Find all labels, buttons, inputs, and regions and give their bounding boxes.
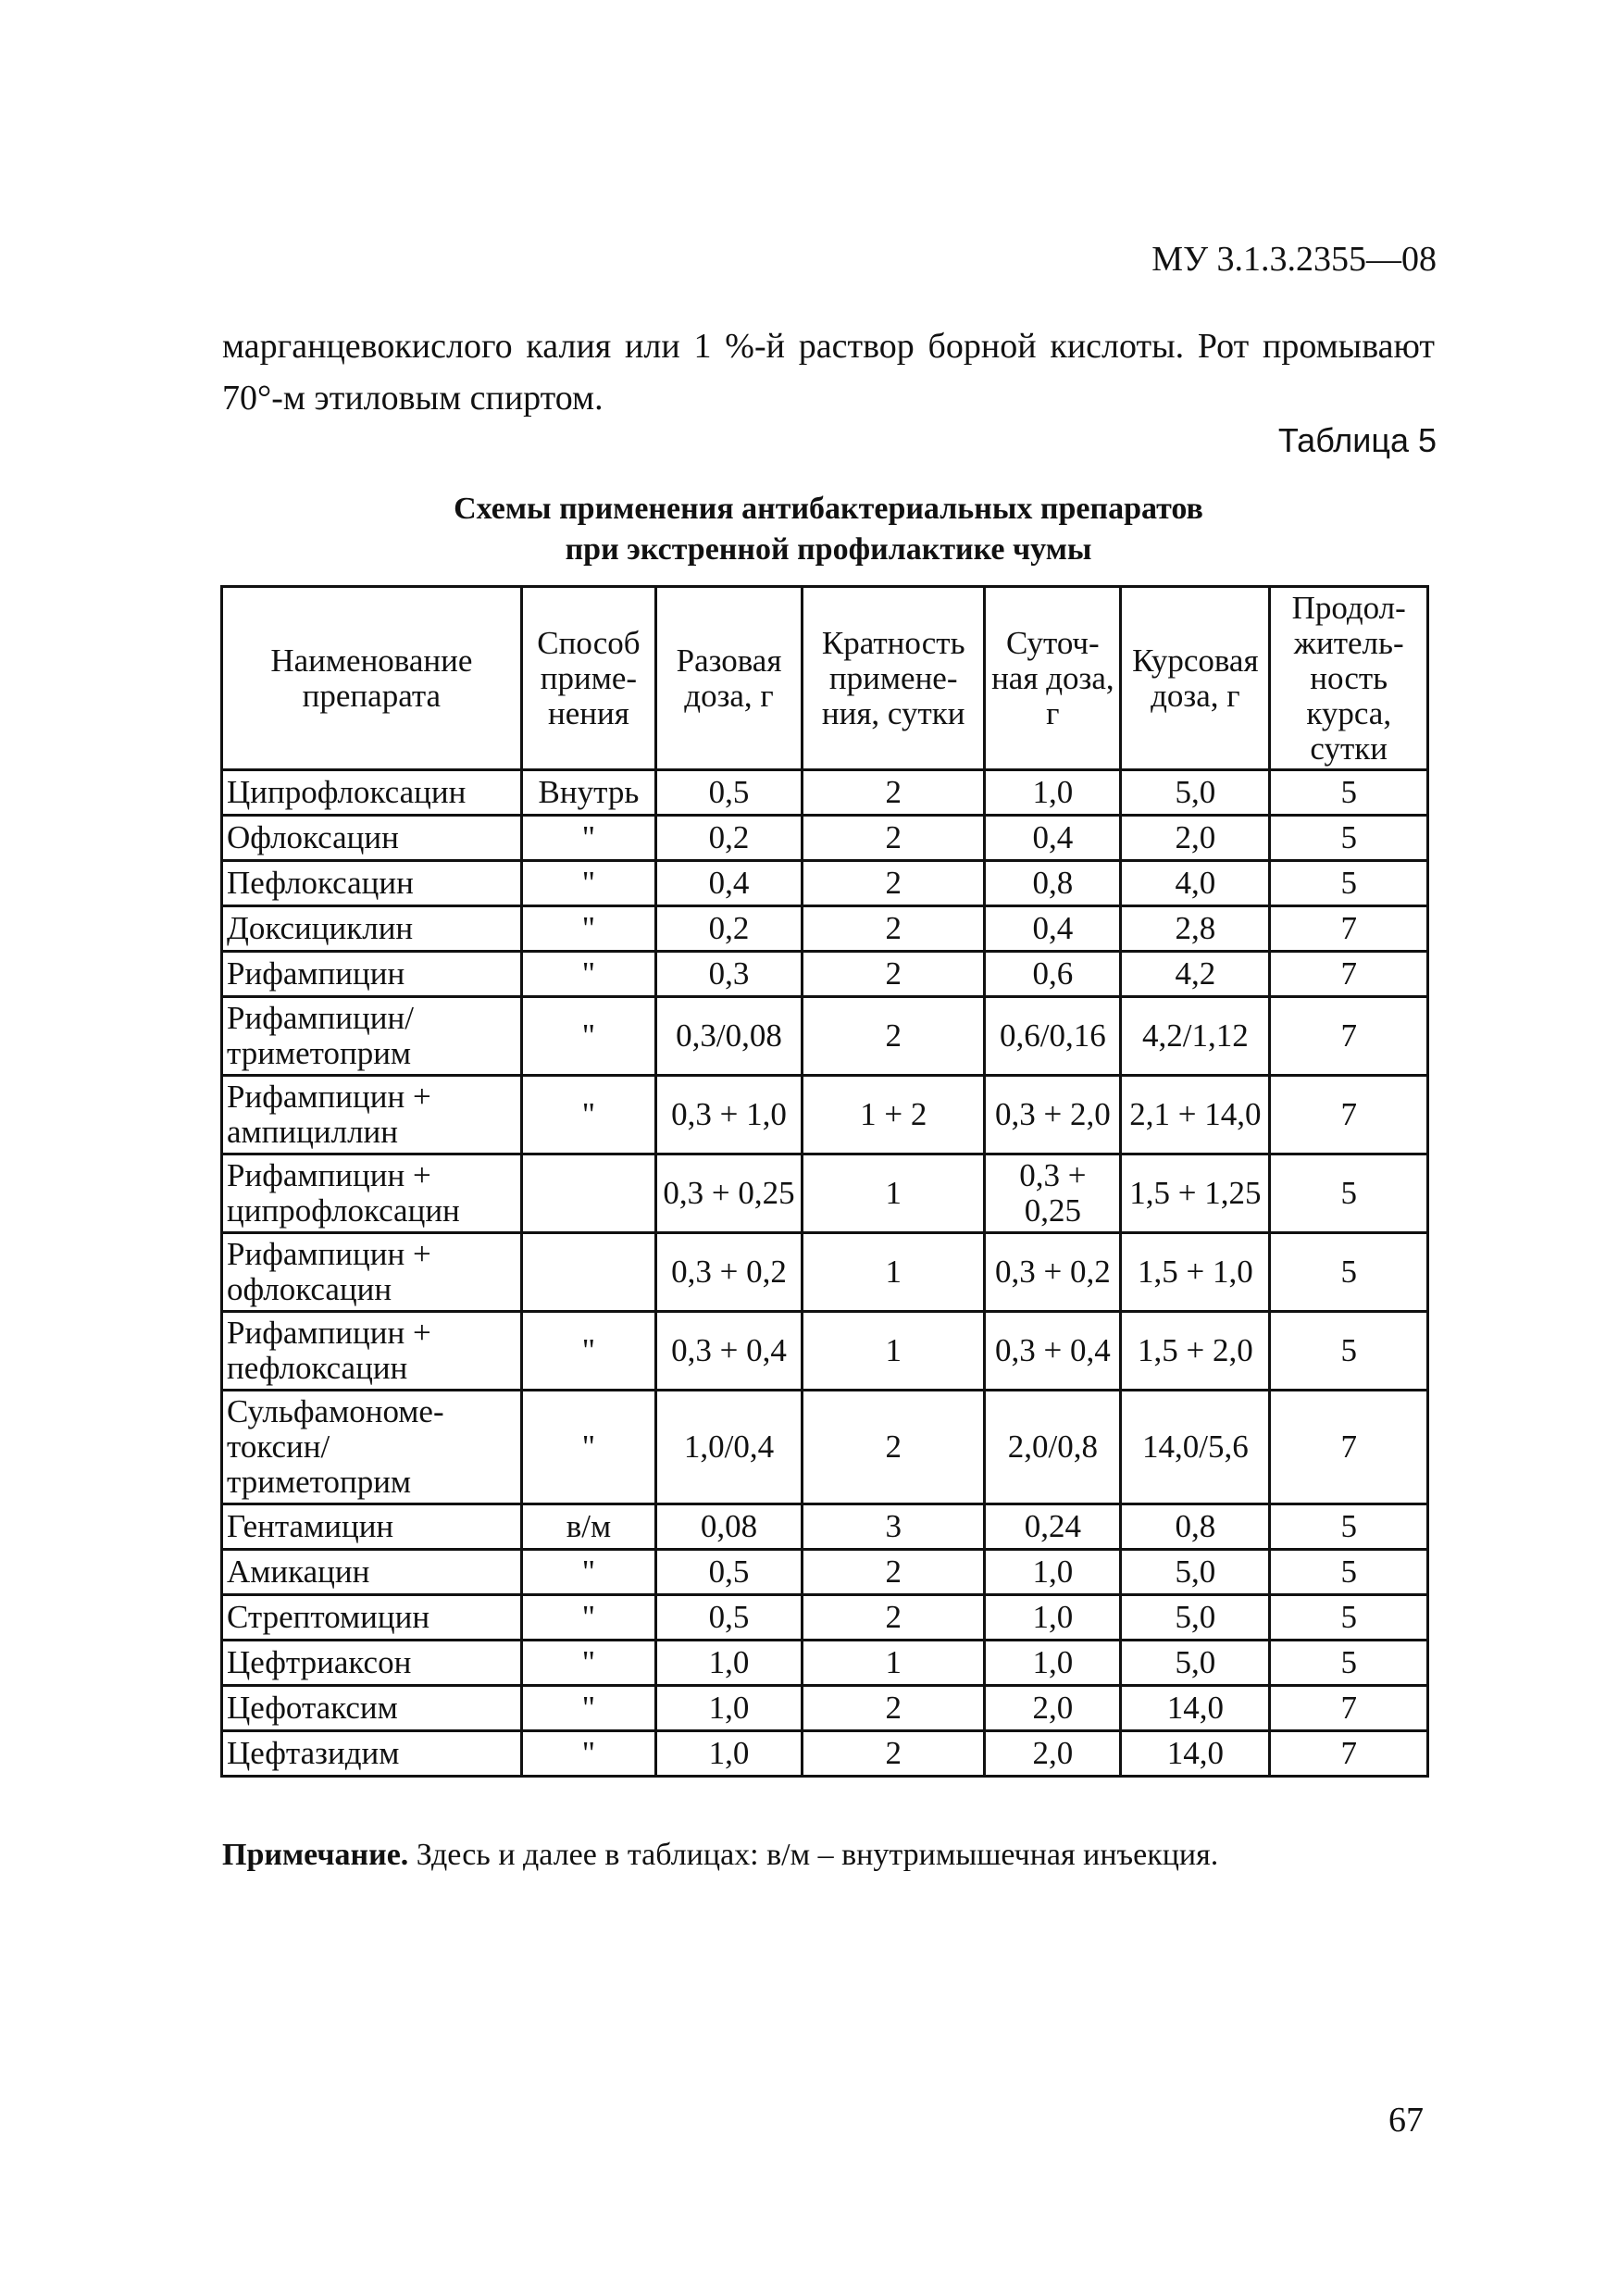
table-cell: в/м <box>521 1504 655 1550</box>
table-cell: 1,5 + 2,0 <box>1121 1312 1270 1391</box>
table-cell: " <box>521 952 655 997</box>
table-cell: 0,3 <box>656 952 803 997</box>
table-cell: 1 + 2 <box>803 1076 985 1154</box>
table-cell: 1,5 + 1,25 <box>1121 1154 1270 1233</box>
table-cell: 1 <box>803 1312 985 1391</box>
drug-name-cell: Цефтазидим <box>222 1731 522 1777</box>
table-cell: 1 <box>803 1233 985 1312</box>
table-cell: 7 <box>1270 906 1428 952</box>
table-row <box>222 1233 1428 1312</box>
table-cell: 1,0 <box>985 770 1121 816</box>
table-cell: 0,5 <box>656 1595 803 1641</box>
drug-name-cell: Гентамицин <box>222 1504 522 1550</box>
table-row <box>222 1154 1428 1233</box>
table-cell: 2 <box>803 1686 985 1731</box>
table-cell: 0,5 <box>656 770 803 816</box>
table-cell: " <box>521 997 655 1076</box>
table-cell: 0,24 <box>985 1504 1121 1550</box>
table-cell: 2 <box>803 952 985 997</box>
table-cell: 1,0 <box>656 1686 803 1731</box>
table-cell: 0,3 + 1,0 <box>656 1076 803 1154</box>
table-cell: " <box>521 1076 655 1154</box>
table-cell: 5 <box>1270 1154 1428 1233</box>
table-row <box>222 1504 1428 1550</box>
table-title-line-2: при экстренной профилактике чумы <box>565 532 1092 567</box>
table-cell: 2,0 <box>985 1731 1121 1777</box>
table-row <box>222 1391 1428 1504</box>
note-text: Здесь и далее в таблицах: в/м – внутримышечная инъекция. <box>408 1838 1219 1872</box>
table-cell: 5 <box>1270 1595 1428 1641</box>
drug-name-cell: Амикацин <box>222 1550 522 1595</box>
table-cell: 5,0 <box>1121 1641 1270 1686</box>
table-cell: 5 <box>1270 861 1428 906</box>
header-cell: Курсовая доза, г <box>1121 587 1270 770</box>
table-cell: 2 <box>803 1731 985 1777</box>
table-row <box>222 1076 1428 1154</box>
table-cell: 0,3 + 0,2 <box>656 1233 803 1312</box>
table-cell: Внутрь <box>521 770 655 816</box>
table-row <box>222 997 1428 1076</box>
table-cell: 7 <box>1270 997 1428 1076</box>
table-row <box>222 906 1428 952</box>
drug-name-cell: Цефотаксим <box>222 1686 522 1731</box>
table-cell: " <box>521 1686 655 1731</box>
table-cell: 7 <box>1270 1686 1428 1731</box>
table-cell: 5 <box>1270 1233 1428 1312</box>
table-cell: 14,0 <box>1121 1686 1270 1731</box>
table-cell: 1 <box>803 1641 985 1686</box>
table-cell: " <box>521 1641 655 1686</box>
table-cell: 2 <box>803 816 985 861</box>
table-cell: " <box>521 816 655 861</box>
table-cell: 2 <box>803 1595 985 1641</box>
table-cell: 2 <box>803 861 985 906</box>
table-cell: 5 <box>1270 816 1428 861</box>
drug-name-cell: Пефлоксацин <box>222 861 522 906</box>
table-header-row <box>222 587 1428 770</box>
table-cell: 2,0 <box>985 1686 1121 1731</box>
drug-name-cell: Рифампицин/ триметоприм <box>222 997 522 1076</box>
table-cell: " <box>521 1731 655 1777</box>
table-row <box>222 952 1428 997</box>
table-cell: 2,0 <box>1121 816 1270 861</box>
table-cell: " <box>521 1391 655 1504</box>
table-cell: " <box>521 906 655 952</box>
table-label: Таблица 5 <box>1277 421 1437 459</box>
header-cell: Разовая доза, г <box>656 587 803 770</box>
table-cell: 0,3/0,08 <box>656 997 803 1076</box>
table-body <box>222 770 1428 1777</box>
table-cell: 4,0 <box>1121 861 1270 906</box>
table-cell: 0,4 <box>985 906 1121 952</box>
header-cell: Продолжительность курса, сутки <box>1270 587 1428 770</box>
table-cell: 0,3 + 2,0 <box>985 1076 1121 1154</box>
table-cell: 7 <box>1270 1076 1428 1154</box>
table-row <box>222 861 1428 906</box>
table-cell: 7 <box>1270 1731 1428 1777</box>
drug-name-cell: Сульфамонометоксин/ триметоприм <box>222 1391 522 1504</box>
table-cell: 5 <box>1270 1550 1428 1595</box>
table-cell: 0,4 <box>656 861 803 906</box>
table-cell: 1,0 <box>656 1641 803 1686</box>
table-row <box>222 1686 1428 1731</box>
table-row <box>222 1550 1428 1595</box>
table-cell: 0,3 + 0,2 <box>985 1233 1121 1312</box>
table-cell: 2 <box>803 1550 985 1595</box>
table-cell: 0,5 <box>656 1550 803 1595</box>
drug-name-cell: Ципрофлоксацин <box>222 770 522 816</box>
table-cell: " <box>521 861 655 906</box>
page-number: 67 <box>1388 2101 1424 2140</box>
table-cell: 0,2 <box>656 906 803 952</box>
table-cell: 0,2 <box>656 816 803 861</box>
table-cell: 2 <box>803 770 985 816</box>
table-cell: 1,0 <box>985 1595 1121 1641</box>
table-cell: 5,0 <box>1121 770 1270 816</box>
table-cell: 0,4 <box>985 816 1121 861</box>
table-cell: 2,8 <box>1121 906 1270 952</box>
table-cell: 1 <box>803 1154 985 1233</box>
drug-name-cell: Цефтриаксон <box>222 1641 522 1686</box>
header-cell: Способ применения <box>521 587 655 770</box>
table-cell: 5 <box>1270 1641 1428 1686</box>
table-cell: 1,5 + 1,0 <box>1121 1233 1270 1312</box>
table-row <box>222 816 1428 861</box>
drug-name-cell: Рифампицин <box>222 952 522 997</box>
table-cell: " <box>521 1595 655 1641</box>
table-cell: 0,6/0,16 <box>985 997 1121 1076</box>
table-cell: 0,3 + 0,25 <box>656 1154 803 1233</box>
drug-name-cell: Рифампицин + офлоксацин <box>222 1233 522 1312</box>
table-row <box>222 1312 1428 1391</box>
table-cell: 5 <box>1270 1312 1428 1391</box>
table-cell: 7 <box>1270 1391 1428 1504</box>
drug-name-cell: Офлоксацин <box>222 816 522 861</box>
table-cell <box>521 1233 655 1312</box>
table-cell: 1,0 <box>985 1550 1121 1595</box>
table-cell: " <box>521 1550 655 1595</box>
table-cell: 3 <box>803 1504 985 1550</box>
table-cell: 2 <box>803 997 985 1076</box>
table-cell: 0,3 + 0,4 <box>985 1312 1121 1391</box>
table-cell: 5,0 <box>1121 1595 1270 1641</box>
table-cell <box>521 1154 655 1233</box>
table-row <box>222 1641 1428 1686</box>
table-row <box>222 1731 1428 1777</box>
header-cell: Суточная доза, г <box>985 587 1121 770</box>
table-title-line-1: Схемы применения антибактериальных препаратов <box>454 492 1203 526</box>
table-cell: 7 <box>1270 952 1428 997</box>
note <box>222 1838 1218 1873</box>
table-cell: 5,0 <box>1121 1550 1270 1595</box>
table-cell: 0,08 <box>656 1504 803 1550</box>
drug-name-cell: Доксициклин <box>222 906 522 952</box>
table-cell: 14,0 <box>1121 1731 1270 1777</box>
note-label: Примечание. <box>222 1838 409 1872</box>
table-row <box>222 1595 1428 1641</box>
dosage-table <box>220 585 1429 1778</box>
table-title <box>222 489 1435 570</box>
table-cell: 1,0 <box>985 1641 1121 1686</box>
table-cell: 0,3 + 0,25 <box>985 1154 1121 1233</box>
doc-code: МУ 3.1.3.2355—08 <box>1151 240 1437 279</box>
table-cell: 2,1 + 14,0 <box>1121 1076 1270 1154</box>
table-cell: 2 <box>803 1391 985 1504</box>
drug-name-cell: Рифампицин + ампициллин <box>222 1076 522 1154</box>
table-cell: 2,0/0,8 <box>985 1391 1121 1504</box>
header-cell: Наименование препарата <box>222 587 522 770</box>
table-cell: 0,8 <box>1121 1504 1270 1550</box>
table-cell: 5 <box>1270 1504 1428 1550</box>
drug-name-cell: Стрептомицин <box>222 1595 522 1641</box>
table-row <box>222 770 1428 816</box>
table-cell: 14,0/5,6 <box>1121 1391 1270 1504</box>
drug-name-cell: Рифампицин + ципрофлоксацин <box>222 1154 522 1233</box>
table-cell: 1,0/0,4 <box>656 1391 803 1504</box>
table-cell: 0,6 <box>985 952 1121 997</box>
table-cell: 0,3 + 0,4 <box>656 1312 803 1391</box>
table-cell: 0,8 <box>985 861 1121 906</box>
table-cell: 4,2 <box>1121 952 1270 997</box>
header-cell: Кратность применения, сутки <box>803 587 985 770</box>
table-cell: 4,2/1,12 <box>1121 997 1270 1076</box>
table-cell: 5 <box>1270 770 1428 816</box>
table-cell: 1,0 <box>656 1731 803 1777</box>
intro-paragraph: марганцевокислого калия или 1 %-й раствор борной кислоты. Рот промывают 70°-м этиловым спиртом. <box>222 327 1435 418</box>
table-cell: " <box>521 1312 655 1391</box>
drug-name-cell: Рифампицин + пефлоксацин <box>222 1312 522 1391</box>
table-cell: 2 <box>803 906 985 952</box>
